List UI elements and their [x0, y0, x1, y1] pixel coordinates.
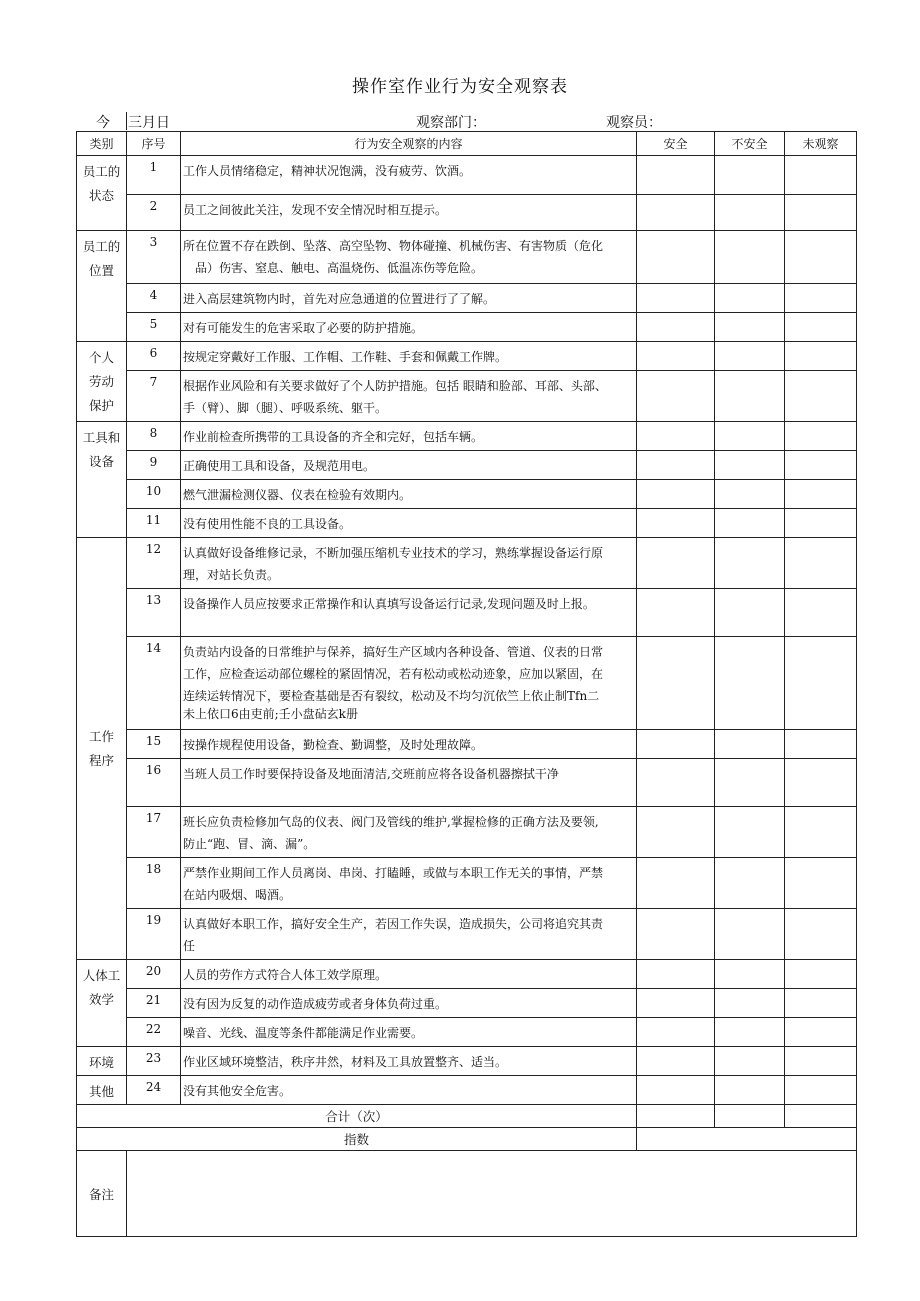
category-label: 个人 劳动 保护	[88, 350, 114, 413]
content-line: 任	[183, 939, 196, 953]
category-label: 员工的 位置	[82, 239, 121, 278]
unobserved-cell[interactable]	[785, 231, 857, 284]
content-cell: 作业前检查所携带的工具设备的齐全和完好，包括车辆。	[181, 422, 637, 451]
content-cell: 设备操作人员应按要求正常操作和认真填写设备运行记录,发现问题及时上报。	[181, 589, 637, 637]
unsafe-cell[interactable]	[715, 371, 785, 422]
unsafe-cell[interactable]	[715, 960, 785, 989]
content-cell	[181, 538, 637, 589]
content-cell: 按操作规程使用设备，勤检查、勤调整，及时处理故障。	[181, 730, 637, 759]
safe-cell[interactable]	[637, 313, 715, 342]
content-cell: 按规定穿戴好工作服、工作帽、工作鞋、手套和佩戴工作牌。	[181, 342, 637, 371]
unsafe-cell[interactable]	[715, 1047, 785, 1076]
table-row	[77, 371, 857, 422]
category-cell	[77, 156, 127, 231]
safe-cell[interactable]	[637, 371, 715, 422]
unobserved-cell[interactable]	[785, 989, 857, 1018]
total-safe-cell[interactable]	[637, 1105, 715, 1128]
unobserved-cell[interactable]	[785, 1076, 857, 1105]
content-cell: 作业区域环境整洁，秩序井然，材料及工具放置整齐、适当。	[181, 1047, 637, 1076]
seq-cell: 18	[127, 858, 181, 909]
unobserved-cell[interactable]	[785, 480, 857, 509]
seq-cell: 7	[127, 371, 181, 422]
col-unobserved: 未观察	[785, 132, 857, 156]
safe-cell[interactable]	[637, 858, 715, 909]
table-row	[77, 342, 857, 371]
content-line: 防止“跑、冒、滴、漏”。	[183, 837, 316, 851]
safe-cell[interactable]	[637, 231, 715, 284]
unsafe-cell[interactable]	[715, 342, 785, 371]
table-row	[77, 231, 857, 284]
unsafe-cell[interactable]	[715, 589, 785, 637]
table-row	[77, 538, 857, 589]
col-content: 行为安全观察的内容	[181, 132, 637, 156]
total-unobserved-cell[interactable]	[785, 1105, 857, 1128]
seq-cell: 20	[127, 960, 181, 989]
unsafe-cell[interactable]	[715, 195, 785, 231]
unobserved-cell[interactable]	[785, 538, 857, 589]
unobserved-cell[interactable]	[785, 509, 857, 538]
header-dept-label: 观察部门：	[416, 115, 486, 131]
table-row	[77, 858, 857, 909]
seq-cell: 12	[127, 538, 181, 589]
document-title: 操作室作业行为安全观察表	[352, 77, 568, 97]
unobserved-cell[interactable]	[785, 1047, 857, 1076]
content-line: 手（臂）、脚（腿）、呼吸系统、躯干。	[183, 401, 388, 415]
safe-cell[interactable]	[637, 509, 715, 538]
content-cell: 噪音、光线、温度等条件都能满足作业需要。	[181, 1018, 637, 1047]
remark-field[interactable]	[127, 1151, 857, 1237]
header-jin: 今	[96, 115, 110, 131]
category-cell	[77, 342, 127, 422]
unsafe-cell[interactable]	[715, 858, 785, 909]
unsafe-cell[interactable]	[715, 637, 785, 730]
content-cell: 工作人员情绪稳定，精神状况饱满，没有疲劳、饮酒。	[181, 156, 637, 195]
index-label: 指数	[77, 1128, 637, 1151]
safe-cell[interactable]	[637, 538, 715, 589]
unobserved-cell[interactable]	[785, 284, 857, 313]
col-category: 类别	[77, 132, 127, 156]
seq-cell: 21	[127, 989, 181, 1018]
content-line: 在站内吸烟、喝酒。	[183, 888, 292, 902]
table-row	[77, 759, 857, 807]
seq-cell: 15	[127, 730, 181, 759]
seq-cell: 2	[127, 195, 181, 231]
unobserved-cell[interactable]	[785, 960, 857, 989]
seq-cell: 5	[127, 313, 181, 342]
col-unsafe: 不安全	[715, 132, 785, 156]
content-line: 认真做好本职工作，搞好安全生产，若因工作失误，造成损失，公司将追究其责	[183, 917, 604, 931]
total-row	[77, 1105, 857, 1128]
seq-cell: 17	[127, 807, 181, 858]
category-label: 其他	[88, 1084, 114, 1099]
content-line: 所在位置不存在跌倒、坠落、高空坠物、物体碰撞、机械伤害、有害物质（危化	[183, 239, 604, 253]
header-observer-label: 观察员：	[606, 115, 662, 131]
seq-cell: 13	[127, 589, 181, 637]
content-cell	[181, 371, 637, 422]
seq-cell: 10	[127, 480, 181, 509]
unobserved-cell[interactable]	[785, 637, 857, 730]
table-row	[77, 284, 857, 313]
content-line: 严禁作业期间工作人员离岗、串岗、打瞌睡，或做与本职工作无关的事情，严禁	[183, 866, 604, 880]
table-row	[77, 1047, 857, 1076]
table-row	[77, 807, 857, 858]
category-label: 人体工 效学	[82, 968, 121, 1007]
seq-cell: 9	[127, 451, 181, 480]
table-row	[77, 1018, 857, 1047]
content-line: 认真做好设备维修记录，不断加强压缩机专业技术的学习，熟练掌握设备运行原	[183, 546, 604, 560]
unobserved-cell[interactable]	[785, 858, 857, 909]
safe-cell[interactable]	[637, 960, 715, 989]
unobserved-cell[interactable]	[785, 342, 857, 371]
header-line	[76, 112, 856, 132]
category-label: 员工的 状态	[82, 164, 121, 203]
category-label: 工具和 设备	[82, 430, 121, 469]
index-row	[77, 1128, 857, 1151]
safe-cell[interactable]	[637, 730, 715, 759]
table-header-row	[77, 132, 857, 156]
table-row	[77, 422, 857, 451]
unsafe-cell[interactable]	[715, 313, 785, 342]
unobserved-cell[interactable]	[785, 451, 857, 480]
remark-label: 备注	[77, 1151, 127, 1237]
content-cell	[181, 858, 637, 909]
seq-cell: 11	[127, 509, 181, 538]
category-cell	[77, 538, 127, 960]
unobserved-cell[interactable]	[785, 730, 857, 759]
content-cell: 进入高层建筑物内时，首先对应急通道的位置进行了了解。	[181, 284, 637, 313]
unsafe-cell[interactable]	[715, 759, 785, 807]
content-cell: 正确使用工具和设备，及规范用电。	[181, 451, 637, 480]
category-label: 工作 程序	[88, 728, 114, 768]
category-label: 环境	[88, 1055, 114, 1070]
table-row	[77, 156, 857, 195]
safe-cell[interactable]	[637, 1047, 715, 1076]
table-row	[77, 480, 857, 509]
safe-cell[interactable]	[637, 1076, 715, 1105]
total-unsafe-cell[interactable]	[715, 1105, 785, 1128]
col-seq: 序号	[127, 132, 181, 156]
seq-cell: 6	[127, 342, 181, 371]
table-row	[77, 451, 857, 480]
unsafe-cell[interactable]	[715, 1076, 785, 1105]
safe-cell[interactable]	[637, 284, 715, 313]
content-cell: 员工之间彼此关注，发现不安全情况时相互提示。	[181, 195, 637, 231]
safe-cell[interactable]	[637, 759, 715, 807]
content-line: 班长应负责检修加气岛的仪表、阀门及管线的维护,掌握检修的正确方法及要领,	[183, 815, 599, 829]
unobserved-cell[interactable]	[785, 807, 857, 858]
content-cell	[181, 909, 637, 960]
total-label: 合计（次）	[77, 1105, 637, 1128]
content-cell	[181, 231, 637, 284]
table-row	[77, 637, 857, 730]
content-cell: 没有其他安全危害。	[181, 1076, 637, 1105]
unsafe-cell[interactable]	[715, 989, 785, 1018]
unsafe-cell[interactable]	[715, 284, 785, 313]
unsafe-cell[interactable]	[715, 909, 785, 960]
seq-cell: 22	[127, 1018, 181, 1047]
content-cell: 当班人员工作时要保持设备及地面清洁,交班前应将各设备机器擦拭干净	[181, 759, 637, 807]
category-cell	[77, 1076, 127, 1105]
table-row	[77, 195, 857, 231]
content-line: 连续运转情况下，要检查基础是否有裂纹，松动及不均匀沉依竺上依止制Tfn二	[183, 689, 600, 703]
category-cell	[77, 1047, 127, 1076]
content-cell: 对有可能发生的危害采取了必要的防护措施。	[181, 313, 637, 342]
seq-cell: 24	[127, 1076, 181, 1105]
table-row	[77, 313, 857, 342]
col-safe: 安全	[637, 132, 715, 156]
safe-cell[interactable]	[637, 342, 715, 371]
safe-cell[interactable]	[637, 195, 715, 231]
unsafe-cell[interactable]	[715, 480, 785, 509]
safe-cell[interactable]	[637, 909, 715, 960]
safe-cell[interactable]	[637, 989, 715, 1018]
seq-cell: 8	[127, 422, 181, 451]
content-cell: 没有使用性能不良的工具设备。	[181, 509, 637, 538]
content-line: 工作，应检查运动部位螺栓的紧固情况，若有松动或松动迹象，应加以紧固，在	[183, 667, 604, 681]
content-line: 品）伤害、窒息、触电、高温烧伤、低温冻伤等危险。	[195, 261, 484, 275]
unsafe-cell[interactable]	[715, 807, 785, 858]
unobserved-cell[interactable]	[785, 371, 857, 422]
unobserved-cell[interactable]	[785, 909, 857, 960]
unobserved-cell[interactable]	[785, 156, 857, 195]
safe-cell[interactable]	[637, 451, 715, 480]
unobserved-cell[interactable]	[785, 422, 857, 451]
content-line: 负责站内设备的日常维护与保养，搞好生产区域内各种设备、管道、仪表的日常	[183, 645, 604, 659]
content-line: 未上依口6由吏前;壬小盘砧玄k册	[183, 707, 358, 721]
unobserved-cell[interactable]	[785, 313, 857, 342]
unsafe-cell[interactable]	[715, 509, 785, 538]
unsafe-cell[interactable]	[715, 1018, 785, 1047]
unobserved-cell[interactable]	[785, 1018, 857, 1047]
category-cell	[77, 422, 127, 538]
seq-cell: 3	[127, 231, 181, 284]
content-cell	[181, 637, 637, 730]
unobserved-cell[interactable]	[785, 759, 857, 807]
header-date: 三月日	[126, 112, 170, 130]
unsafe-cell[interactable]	[715, 156, 785, 195]
content-line: 根据作业风险和有关要求做好了个人防护措施。包括 眼睛和脸部、耳部、头部、	[183, 379, 607, 393]
safe-cell[interactable]	[637, 807, 715, 858]
category-cell	[77, 231, 127, 342]
safe-cell[interactable]	[637, 422, 715, 451]
table-row	[77, 909, 857, 960]
seq-cell: 23	[127, 1047, 181, 1076]
safe-cell[interactable]	[637, 480, 715, 509]
table-row	[77, 730, 857, 759]
table-row	[77, 589, 857, 637]
seq-cell: 19	[127, 909, 181, 960]
table-row	[77, 960, 857, 989]
seq-cell: 4	[127, 284, 181, 313]
content-cell: 燃气泄漏检测仪器、仪表在检验有效期内。	[181, 480, 637, 509]
unsafe-cell[interactable]	[715, 231, 785, 284]
unsafe-cell[interactable]	[715, 730, 785, 759]
table-row	[77, 1076, 857, 1105]
unobserved-cell[interactable]	[785, 195, 857, 231]
category-cell	[77, 960, 127, 1047]
unsafe-cell[interactable]	[715, 451, 785, 480]
content-line: 理，对站长负责。	[183, 568, 280, 582]
safe-cell[interactable]	[637, 1018, 715, 1047]
seq-cell: 14	[127, 637, 181, 730]
content-cell: 没有因为反复的动作造成疲劳或者身体负荷过重。	[181, 989, 637, 1018]
content-cell: 人员的劳作方式符合人体工效学原理。	[181, 960, 637, 989]
unobserved-cell[interactable]	[785, 589, 857, 637]
seq-cell: 16	[127, 759, 181, 807]
safe-cell[interactable]	[637, 589, 715, 637]
content-cell	[181, 807, 637, 858]
table-row	[77, 989, 857, 1018]
remark-row	[77, 1151, 857, 1237]
unsafe-cell[interactable]	[715, 538, 785, 589]
observation-table	[76, 131, 857, 1237]
index-value-cell[interactable]	[637, 1128, 857, 1151]
seq-cell: 1	[127, 156, 181, 195]
safe-cell[interactable]	[637, 637, 715, 730]
table-row	[77, 509, 857, 538]
safe-cell[interactable]	[637, 156, 715, 195]
unsafe-cell[interactable]	[715, 422, 785, 451]
